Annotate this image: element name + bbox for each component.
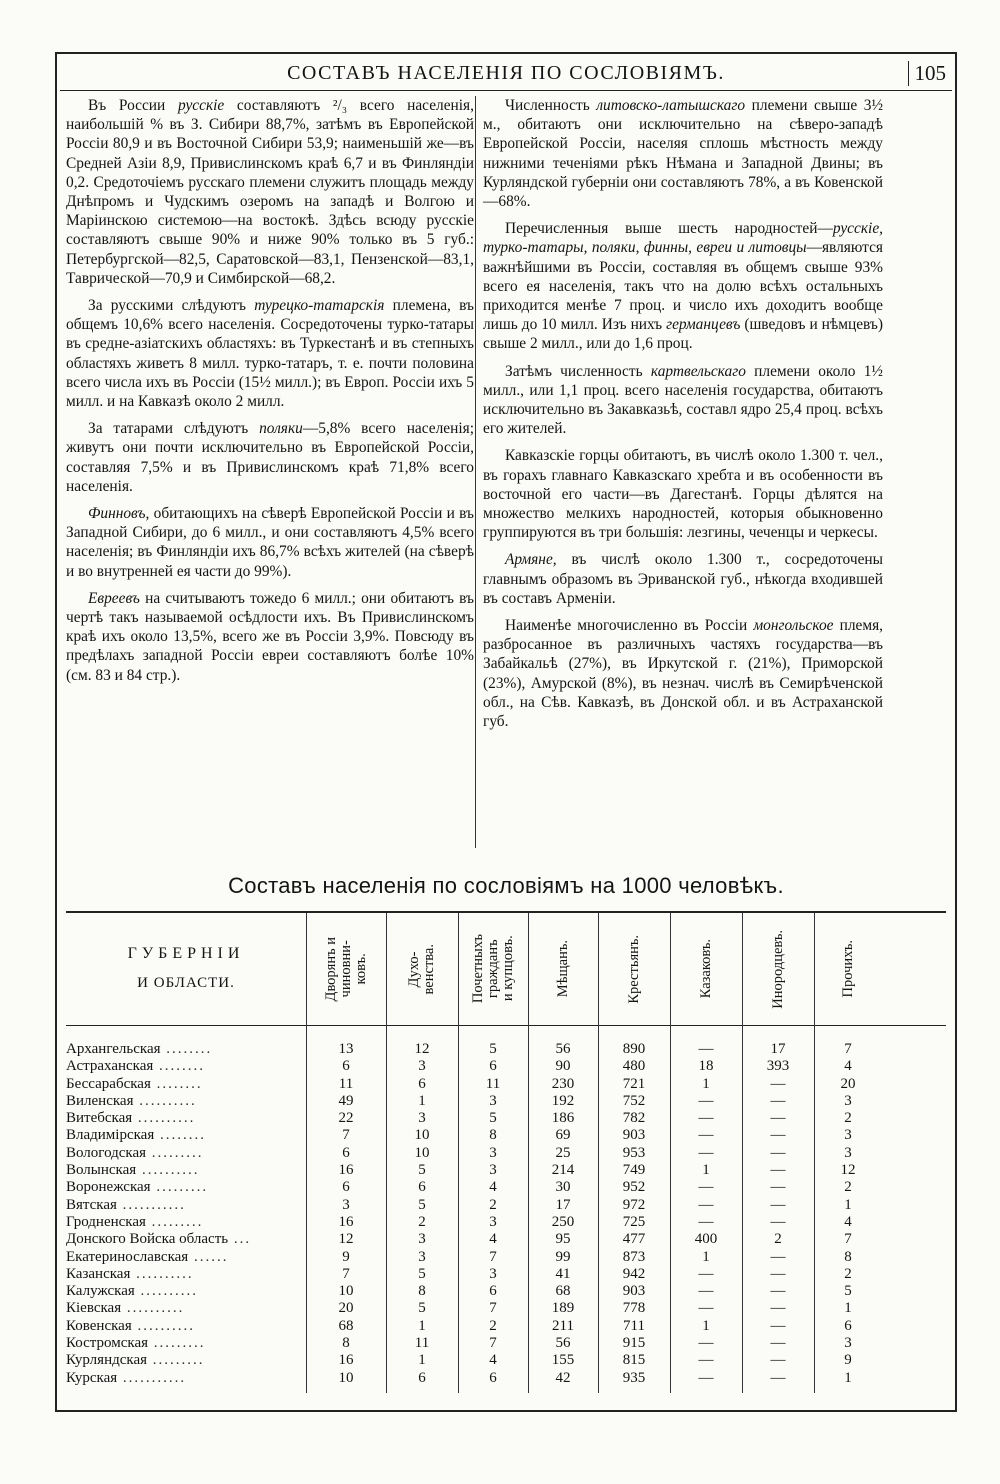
paragraph [66,296,474,411]
text-run: на считываютъ тожедо 6 милл.; они обитаютъ въ чертѣ такъ называемой осѣдлости ихъ. Въ Привислинскомъ краѣ ихъ около 13,5%, всего же въ Россіи 3,9%. Повсюду въ предѣлахъ западной Россіи евреи составляютъ болѣе 10% (см. 83 и 84 стр.). [66,589,474,684]
value-cell: 10 [338,1369,354,1386]
column-header-label: Мѣщанъ. [554,940,571,998]
value-cell: — [770,1317,786,1334]
column-rule [598,913,599,1393]
italic-run: литовско-латышскаго [596,97,746,114]
value-cell: 915 [622,1335,646,1352]
value-cell: 5 [844,1283,852,1300]
value-cell: — [770,1075,786,1092]
stub-header [66,913,306,1025]
value-cell: 5 [418,1162,426,1179]
right-text-column [483,96,883,734]
value-cell: 11 [414,1335,430,1352]
value-cell: — [770,1213,786,1230]
value-cell: 5 [418,1300,426,1317]
value-cell: 4 [844,1213,852,1230]
value-cell: — [698,1144,714,1161]
province-cell [66,1145,306,1162]
value-cell: 5 [418,1265,426,1282]
paragraph [66,96,474,288]
column-header-label: Инородцевъ. [769,929,786,1009]
value-cell: 6 [418,1369,426,1386]
value-cell: — [698,1092,714,1109]
value-cell: 11 [485,1075,501,1092]
leader-dots: ...... [188,1248,229,1265]
value-cell: — [698,1110,714,1127]
value-cell: 3 [418,1110,426,1127]
province-cell [66,1335,306,1352]
column-header-label: Казаковъ. [697,939,714,999]
value-cell: 6 [342,1179,350,1196]
value-cell: 95 [555,1231,571,1248]
province-name: Казанская [66,1265,131,1282]
value-cell: 10 [414,1144,430,1161]
paragraph [483,446,883,542]
leader-dots: ........... [116,1196,186,1213]
column-header [814,913,882,1025]
value-cell: 30 [555,1179,571,1196]
italic-run: Армяне, [505,551,557,569]
column-rule [528,913,529,1393]
value-cell: 3 [844,1092,852,1109]
province-cell [66,1041,306,1058]
province-name: Бессарабская [66,1075,151,1092]
value-cell: 3 [489,1092,497,1109]
value-cell: 1 [702,1317,710,1334]
column-rule [670,913,671,1393]
value-cell: 1 [418,1317,426,1334]
paragraph [483,219,883,353]
value-cell: — [770,1092,786,1109]
text-run: Наименѣе многочисленно въ Россіи [505,617,754,635]
value-cell: — [698,1265,714,1282]
paragraph [66,504,474,581]
value-cell: 6 [342,1144,350,1161]
column-header [386,913,458,1025]
value-cell: 7 [844,1231,852,1248]
text-run: Кавказскіе горцы обитаютъ, въ числѣ около 1.300 т. чел., въ горахъ главнаго Кавказскаго хребта и въ особенности въ восточной его части—въ Дагестанѣ. Горцы дѣлятся на множество мелкихъ народностей, которыя обыкновенно группируются въ три большія: лезгины, чеченцы и черкесы. [483,447,883,542]
leader-dots: ......... [146,1144,204,1161]
value-cell: 12 [414,1041,430,1057]
column-header-label: Прочихъ. [839,940,856,998]
value-cell: 3 [844,1127,852,1144]
value-cell: 250 [551,1213,575,1230]
value-cell: 3 [489,1265,497,1282]
value-cell: 189 [551,1300,575,1317]
leader-dots: ......... [150,1179,209,1196]
value-cell: 749 [622,1162,646,1179]
value-cell: 69 [555,1127,571,1144]
value-cell: 68 [338,1317,354,1334]
value-cell: 7 [489,1335,497,1352]
value-cell: — [770,1283,786,1300]
province-cell [66,1300,306,1317]
value-cell: 3 [844,1335,852,1352]
value-cell: 972 [622,1196,646,1213]
value-cell: 1 [844,1369,852,1386]
value-cell: 5 [489,1041,497,1057]
value-cell: 56 [555,1335,571,1352]
province-name: Курляндская [66,1352,147,1369]
province-name: Витебская [66,1110,133,1127]
value-cell: — [770,1162,786,1179]
value-cell: 400 [694,1231,718,1248]
italic-run: Финновъ, [88,505,150,523]
value-cell: — [770,1335,786,1352]
value-cell: 3 [418,1058,426,1075]
column-rule [386,913,387,1393]
province-cell [66,1110,306,1127]
text-run: —5,8% всего населенія; живутъ они почти исключительно въ Европейской Россіи, составляя 7,5% и въ Привислинскомъ краѣ 71,8% всего населенія. [66,420,474,495]
value-cell: 3 [489,1144,497,1161]
value-cell: 20 [840,1075,856,1092]
value-cell: 1 [418,1092,426,1109]
province-name: Костромская [66,1335,149,1352]
value-cell: 9 [844,1352,852,1369]
leader-dots: ... [228,1231,252,1248]
value-cell: 873 [622,1248,646,1265]
value-cell: 725 [622,1213,646,1230]
value-cell: 10 [338,1283,354,1300]
value-cell: 480 [622,1058,646,1075]
value-cell: 7 [342,1265,350,1282]
leader-dots: ........... [117,1369,187,1386]
table-title: Составъ населенія по сословіямъ на 1000 человѣкъ. [228,873,784,898]
province-name: Вологодская [66,1144,147,1161]
value-cell: 1 [702,1248,710,1265]
province-cell [66,1093,306,1110]
value-cell: 18 [698,1058,714,1075]
paragraph [483,96,883,211]
value-cell: 2 [489,1196,497,1213]
leader-dots: .......... [134,1283,199,1300]
province-cell [66,1283,306,1300]
province-name: Донского Войска область [66,1231,229,1248]
value-cell: 11 [338,1075,354,1092]
leader-dots: ........ [153,1058,206,1075]
column-header-label: Духо- венства. [406,943,437,995]
leader-dots: .......... [121,1300,185,1317]
value-cell: — [698,1300,714,1317]
value-cell: 10 [414,1127,430,1144]
leader-dots: ......... [145,1213,204,1230]
province-cell [66,1179,306,1196]
column-header [458,913,528,1025]
value-cell: 2 [844,1179,852,1196]
value-cell: — [698,1196,714,1213]
province-name: Архангельская [66,1041,161,1057]
italic-run: монгольское [753,617,834,635]
value-cell: 211 [552,1317,574,1334]
province-name: Калужская [66,1283,135,1300]
value-cell: 782 [622,1110,646,1127]
value-cell: 7 [342,1127,350,1144]
text-run: племени около 1½ милл., или 1,1 проц. всего населенія государства, обитаютъ исключительно въ Закавказьѣ, составл ядро 25,4 проц. всѣхъ его жителей. [483,362,883,438]
value-cell: 4 [489,1231,497,1248]
value-cell: 752 [622,1092,646,1109]
value-cell: 16 [338,1213,354,1230]
value-cell: 5 [489,1110,497,1127]
province-name: Владимірская [66,1127,155,1144]
paragraph [66,419,474,496]
value-cell: 6 [418,1179,426,1196]
leader-dots: ......... [148,1335,206,1352]
value-cell: 12 [338,1231,354,1248]
text-run: За татарами слѣдуютъ [88,420,260,438]
province-name: Екатеринославская [66,1248,189,1265]
value-cell: 4 [844,1058,852,1075]
italic-run: турецко-татарскія [254,297,385,315]
value-cell: 721 [622,1075,646,1092]
value-cell: 4 [489,1352,497,1369]
leader-dots: ........ [154,1127,206,1144]
value-cell: — [770,1248,786,1265]
value-cell: 7 [844,1041,852,1057]
value-cell: 711 [623,1317,645,1334]
paragraph [483,362,883,439]
column-header [306,913,386,1025]
value-cell: 13 [338,1041,354,1057]
value-cell: — [698,1179,714,1196]
value-cell: 8 [489,1127,497,1144]
province-name: Вятская [66,1196,117,1213]
estates-table [66,911,946,1393]
column-rule [742,913,743,1393]
text-run: племени свыше 3½ м., обитаютъ они исключительно на сѣверо-западѣ Европейской Россіи, населяя сплошь мѣстность между нижними теченіями рѣкъ Нѣмана и Западной Двины; въ Курляндской губерніи они составляютъ 78%, а въ Ковенской—68%. [483,97,883,211]
column-header-label: Дворянъ и чиновни- ковъ. [322,936,369,1002]
leader-dots: .......... [132,1110,196,1127]
paragraph [483,550,883,608]
value-cell: — [770,1369,786,1386]
value-cell: 2 [418,1213,426,1230]
value-cell: 9 [342,1248,350,1265]
value-cell: — [770,1300,786,1317]
value-cell: 3 [844,1144,852,1161]
value-cell: 8 [342,1335,350,1352]
text-run: обитающихъ на сѣверѣ Европейской Россіи и въ Западной Сибири, до 6 милл., и они составляютъ 4,5% всего населенія; въ Финляндіи ихъ 86,7% всѣхъ жителей (на сѣверѣ и во внутренней ея части до 99%). [66,505,474,580]
column-rule [458,913,459,1393]
province-cell [66,1127,306,1144]
value-cell: — [770,1127,786,1144]
value-cell: 5 [418,1196,426,1213]
column-header [670,913,742,1025]
value-cell: — [770,1179,786,1196]
column-header [598,913,670,1025]
province-cell [66,1076,306,1093]
value-cell: 22 [338,1110,354,1127]
italic-run: поляки [259,420,303,438]
italic-run: русскіе [177,97,225,114]
value-cell: 3 [418,1231,426,1248]
value-cell: 903 [622,1283,646,1300]
value-cell: — [770,1265,786,1282]
value-cell: 778 [622,1300,646,1317]
value-cell: 186 [551,1110,575,1127]
value-cell: 25 [555,1144,571,1161]
value-cell: 6 [489,1058,497,1075]
running-head-title: СОСТАВЪ НАСЕЛЕНІЯ ПО СОСЛОВІЯМЪ. [287,62,725,84]
province-cell [66,1249,306,1266]
value-cell: 3 [342,1196,350,1213]
value-cell: 4 [489,1179,497,1196]
paragraph [483,616,883,731]
province-name: Гродненская [66,1213,146,1230]
text-run: въ числѣ около 1.300 т., сосредоточены главнымъ образомъ въ Эриванской губ., нѣкогда входившей въ составъ Арменіи. [483,551,883,607]
value-cell: 41 [555,1265,571,1282]
text-run: племя, разбросанное въ различныхъ частяхъ государства—въ Забайкальѣ (27%), въ Иркутской г. (21%), Приморской (23%), Амурской (8%), въ незнач. числѣ въ Семирѣченской обл., на Сѣв. Кавказѣ, въ Донской обл. и въ Астраханской губ. [483,617,883,731]
value-cell: 6 [489,1369,497,1386]
province-name: Волынская [66,1162,137,1179]
text-run: Затѣмъ численность [505,362,651,380]
value-cell: — [698,1041,714,1057]
text-run: (шведовъ и нѣмцевъ) свыше 2 милл., или до 1,6 проц. [483,316,884,353]
value-cell: 90 [555,1058,571,1075]
leader-dots: ........ [150,1075,203,1092]
left-text-column [66,96,474,688]
value-cell: 815 [622,1352,646,1369]
value-cell: — [770,1352,786,1369]
value-cell: 3 [489,1162,497,1179]
stub-header-line1: ГУБЕРНІИ [127,945,245,962]
province-cell [66,1162,306,1179]
value-cell: 953 [622,1144,646,1161]
value-cell: 2 [489,1317,497,1334]
value-cell: 1 [702,1075,710,1092]
value-cell: 3 [489,1213,497,1230]
value-cell: 214 [551,1162,575,1179]
value-cell: 2 [774,1231,782,1248]
value-cell: 6 [489,1283,497,1300]
stub-header-line2: И ОБЛАСТИ. [137,975,235,991]
province-cell [66,1058,306,1075]
value-cell: 20 [338,1300,354,1317]
value-cell: — [698,1213,714,1230]
leader-dots: .......... [131,1317,195,1334]
value-cell: — [698,1335,714,1352]
italic-run: Евреевъ [88,589,140,607]
province-name: Курская [66,1369,118,1386]
value-cell: 952 [622,1179,646,1196]
leader-dots: .......... [133,1092,197,1109]
value-cell: 68 [555,1283,571,1300]
province-name: Ковенская [66,1317,132,1334]
value-cell: 2 [844,1110,852,1127]
italic-run: картвельскаго [650,362,746,380]
column-header-label: Крестьянъ. [625,934,642,1004]
province-name: Воронежская [66,1179,151,1196]
text-run: Численность [505,97,597,114]
value-cell: 393 [766,1058,790,1075]
column-header-label: Почетныхъ гражданъ и купцовъ. [469,934,516,1004]
text-run: За русскими слѣдуютъ [88,297,255,315]
column-header [742,913,814,1025]
leader-dots: ......... [147,1352,205,1369]
value-cell: — [698,1127,714,1144]
value-cell: 2 [844,1265,852,1282]
value-cell: 12 [840,1162,856,1179]
value-cell: 56 [555,1041,571,1057]
leader-dots: ........ [160,1041,213,1057]
text-run: составляютъ ²/₃ всего населенія, наибольшій % въ З. Сибири 88,7%, затѣмъ въ Европейской Россіи 80,9 и въ Восточной Сибири 53,9; наименьшій же—въ Средней Азіи 8,9, Привислинскомъ краѣ 6,7 и въ Финляндіи 0,2. Средоточіемъ русскаго племени служитъ площадь между Днѣпромъ и Чудскимъ озеромъ на западѣ и Волгою и Маріинскою системою—на востокѣ. Здѣсь всюду русскіе составляютъ свыше 90% и ниже 90% только въ 5 губ.: Петербургской—82,5, Саратовской—83,1, Пензенской—83,1, Таврической—70,9 и Симбирской—68,2. [66,97,474,287]
province-name: Виленская [66,1092,134,1109]
value-cell: 8 [844,1248,852,1265]
text-run: Въ России [88,97,178,114]
value-cell: 942 [622,1265,646,1282]
value-cell: 99 [555,1248,571,1265]
province-cell [66,1214,306,1231]
value-cell: 3 [418,1248,426,1265]
text-run: Перечисленныя выше шесть народностей— [505,220,833,238]
page-number: 105 [908,61,947,86]
column-header [528,913,598,1025]
value-cell: 890 [622,1041,646,1057]
value-cell: 16 [338,1162,354,1179]
province-name: Астраханская [66,1058,154,1075]
value-cell: 16 [338,1352,354,1369]
value-cell: 1 [702,1162,710,1179]
value-cell: — [698,1283,714,1300]
province-cell [66,1231,306,1248]
value-cell: 6 [342,1058,350,1075]
value-cell: 7 [489,1300,497,1317]
province-cell [66,1318,306,1335]
value-cell: 1 [418,1352,426,1369]
value-cell: 1 [844,1196,852,1213]
value-cell: — [770,1144,786,1161]
province-cell [66,1370,306,1387]
value-cell: 230 [551,1075,575,1092]
text-run: —являются важнѣйшими въ Россіи, составляя въ общемъ свыше 93% всего ея населенія, такъ что на долю всѣхъ остальныхъ приходится менѣе 7 проц. и число ихъ доходитъ вообще лишь до 10 милл. Изъ нихъ [483,239,883,334]
value-cell: — [770,1196,786,1213]
leader-dots: .......... [130,1265,194,1282]
value-cell: — [698,1352,714,1369]
value-cell: 17 [770,1041,786,1057]
value-cell: 8 [418,1283,426,1300]
province-name: Кіевская [66,1300,122,1317]
value-cell: 42 [555,1369,571,1386]
running-head [60,58,952,91]
paragraph [66,589,474,685]
province-cell [66,1352,306,1369]
value-cell: 477 [622,1231,646,1248]
province-cell [66,1197,306,1214]
value-cell: 7 [489,1248,497,1265]
value-cell: — [770,1110,786,1127]
value-cell: 1 [844,1300,852,1317]
value-cell: 49 [338,1092,354,1109]
value-cell: 6 [418,1075,426,1092]
value-cell: 6 [844,1317,852,1334]
value-cell: 935 [622,1369,646,1386]
value-cell: 192 [551,1092,575,1109]
value-cell: 17 [555,1196,571,1213]
column-divider [475,96,476,848]
column-rule [306,913,307,1393]
value-cell: — [698,1369,714,1386]
value-cell: 903 [622,1127,646,1144]
text-run: племена, въ общемъ 10,6% всего населенія. Сосредоточены турко-татары въ средне-азіатскихъ областяхъ: въ Туркестанѣ и въ степныхъ областяхъ живетъ 8 милл. турко-татаръ, т. е. почти половина всего числа ихъ въ Россіи (15½ милл.); въ Европ. Россіи ихъ 5 милл. и на Кавказѣ около 2 милл. [66,297,474,411]
italic-run: русскіе, турко-татары, поляки, финны, евреи и литовцы [483,220,883,257]
italic-run: германцевъ [666,316,741,334]
column-rule [814,913,815,1393]
province-cell [66,1266,306,1283]
value-cell: 155 [551,1352,575,1369]
leader-dots: .......... [136,1162,200,1179]
